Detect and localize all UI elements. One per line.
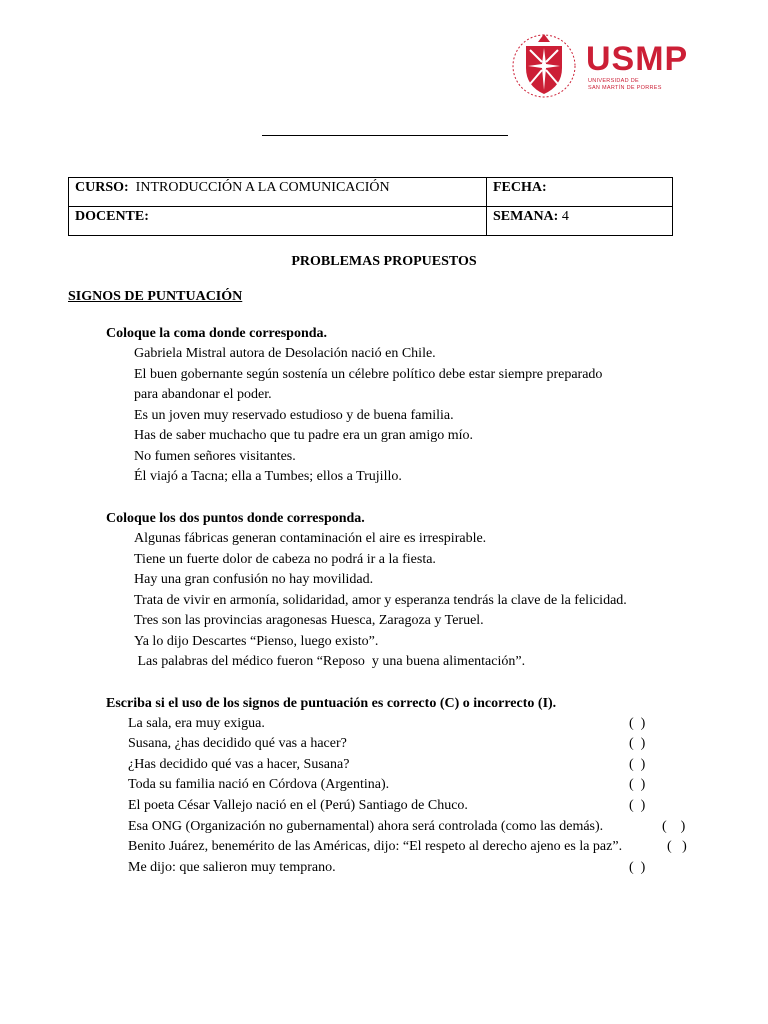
exercise3-item: Benito Juárez, benemérito de las Américas, dijo: “El respeto al derecho ajeno es la paz”. <box>128 839 623 854</box>
exercise2-item: Ya lo dijo Descartes “Pienso, luego existo”. <box>134 634 379 649</box>
answer-blank[interactable]: ( ) <box>629 798 646 813</box>
exercise1-item: para abandonar el poder. <box>134 387 272 402</box>
exercise2-title: Coloque los dos puntos donde corresponda. <box>106 511 365 526</box>
exercise2-item: Algunas fábricas generan contaminación el aire es irrespirable. <box>134 531 487 546</box>
exercise1-item: No fumen señores visitantes. <box>134 449 296 464</box>
page-title: PROBLEMAS PROPUESTOS <box>291 254 477 269</box>
exercise3-item: Toda su familia nació en Córdova (Argentina). <box>128 777 390 792</box>
exercise3-item: La sala, era muy exigua. <box>128 716 265 731</box>
exercise2-item: Tiene un fuerte dolor de cabeza no podrá ir a la fiesta. <box>134 552 436 567</box>
exercise2-item: Hay una gran confusión no hay movilidad. <box>134 572 374 587</box>
exercise1-item: El buen gobernante según sostenía un célebre político debe estar siempre preparado <box>134 367 603 382</box>
exercise3-title: Escriba si el uso de los signos de puntuación es correcto (C) o incorrecto (I). <box>106 696 557 711</box>
usmp-shield-icon <box>508 28 580 100</box>
exercise3-item: Esa ONG (Organización no gubernamental) ahora será controlada (como las demás). <box>128 819 604 834</box>
name-underline <box>262 135 508 136</box>
logo-wordmark: USMP <box>586 40 689 78</box>
docente-cell: DOCENTE: <box>69 207 487 236</box>
exercise1-item: Has de saber muchacho que tu padre era un gran amigo mío. <box>134 428 473 443</box>
exercise2-item: Trata de vivir en armonía, solidaridad, amor y esperanza tendrás la clave de la felicidad. <box>134 593 627 608</box>
exercise3-item: Me dijo: que salieron muy temprano. <box>128 860 336 875</box>
exercise2-item: Las palabras del médico fueron “Reposo y una buena alimentación”. <box>134 654 526 669</box>
answer-blank[interactable]: ( ) <box>667 839 687 854</box>
usmp-logo <box>508 28 698 104</box>
answer-blank[interactable]: ( ) <box>629 757 646 772</box>
exercise3-item: ¿Has decidido qué vas a hacer, Susana? <box>128 757 350 772</box>
exercise1-item: Él viajó a Tacna; ella a Tumbes; ellos a Trujillo. <box>134 469 402 484</box>
exercise1-item: Gabriela Mistral autora de Desolación nació en Chile. <box>134 346 436 361</box>
logo-subtitle: UNIVERSIDAD DE SAN MARTÍN DE PORRES <box>588 78 662 91</box>
semana-cell: SEMANA: 4 <box>487 207 673 236</box>
exercise1-title: Coloque la coma donde corresponda. <box>106 326 328 341</box>
answer-blank[interactable]: ( ) <box>629 736 646 751</box>
answer-blank[interactable]: ( ) <box>629 716 646 731</box>
section-title: SIGNOS DE PUNTUACIÓN <box>68 289 243 304</box>
fecha-cell: FECHA: <box>487 178 673 207</box>
course-info-table <box>68 177 673 236</box>
exercise3-item: Susana, ¿has decidido qué vas a hacer? <box>128 736 347 751</box>
answer-blank[interactable]: ( ) <box>629 777 646 792</box>
curso-cell: CURSO: INTRODUCCIÓN A LA COMUNICACIÓN <box>69 178 487 207</box>
answer-blank[interactable]: ( ) <box>662 819 686 834</box>
exercise3-item: El poeta César Vallejo nació en el (Perú) Santiago de Chuco. <box>128 798 468 813</box>
exercise2-item: Tres son las provincias aragonesas Huesca, Zaragoza y Teruel. <box>134 613 484 628</box>
answer-blank[interactable]: ( ) <box>629 860 646 875</box>
exercise1-item: Es un joven muy reservado estudioso y de buena familia. <box>134 408 454 423</box>
